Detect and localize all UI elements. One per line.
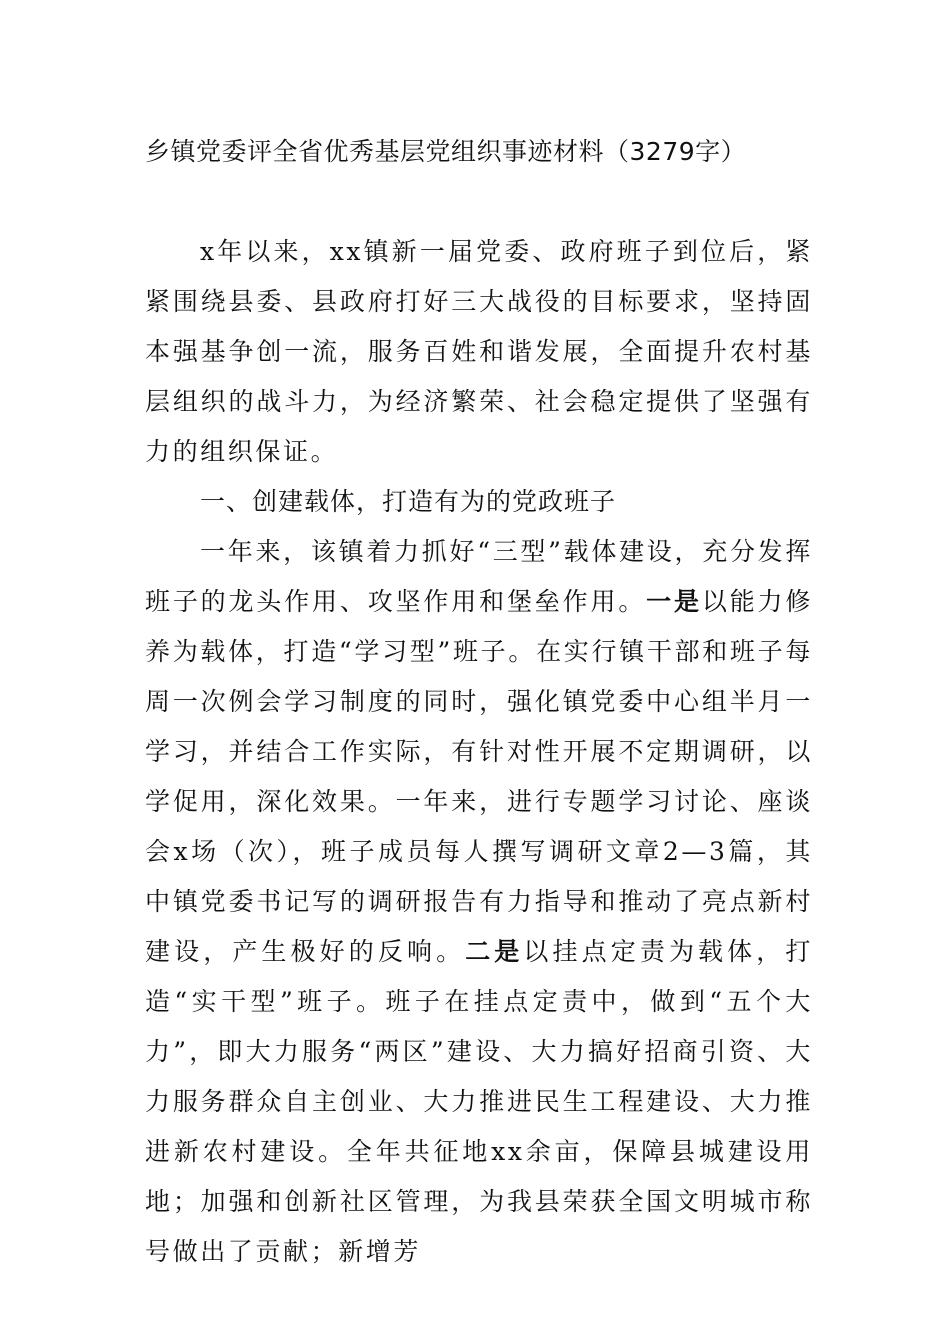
paragraph-text: 以挂点定责为载体，打造“实干型”班子。班子在挂点定责中，做到“五个大力”，即大力服务“两区”建设、大力搞好招商引资、大力服务群众自主创业、大力推进民生工程建设、大力推进新农村建设。全年共征地xx余亩，保障县城建设用地；加强和创新社区管理，为我县荣获全国文明城市称号做出了贡献；新增芳	[145, 937, 813, 1266]
bold-label: 一是	[646, 587, 702, 616]
document-title: 乡镇党委评全省优秀基层党组织事迹材料（3279字）	[145, 137, 747, 166]
section-heading: 一、创建载体，打造有为的党政班子	[200, 487, 617, 516]
paragraph-text: 一年来，该镇着力抓好“三型”载体建设，充分发挥班子的龙头作用、攻坚作用和堡垒作用。	[145, 537, 813, 616]
bold-label: 二是	[465, 937, 524, 966]
paragraph-text: 以能力修养为载体，打造“学习型”班子。在实行镇干部和班子每周一次例会学习制度的同时，强化镇党委中心组半月一学习，并结合工作实际，有针对性开展不定期调研，以学促用，深化效果。一年来，进行专题学习讨论、座谈会x场（次），班子成员每人撰写调研文章2—3篇，其中镇党委书记写的调研报告有力指导和推动了亮点新村建设，产生极好的反响。	[145, 587, 813, 966]
intro-paragraph: x年以来，xx镇新一届党委、政府班子到位后，紧紧围绕县委、县政府打好三大战役的目标要求，坚持固本强基争创一流，服务百姓和谐发展，全面提升农村基层组织的战斗力，为经济繁荣、社会稳定提供了坚强有力的组织保证。	[145, 237, 813, 466]
section-paragraph	[145, 527, 813, 1277]
